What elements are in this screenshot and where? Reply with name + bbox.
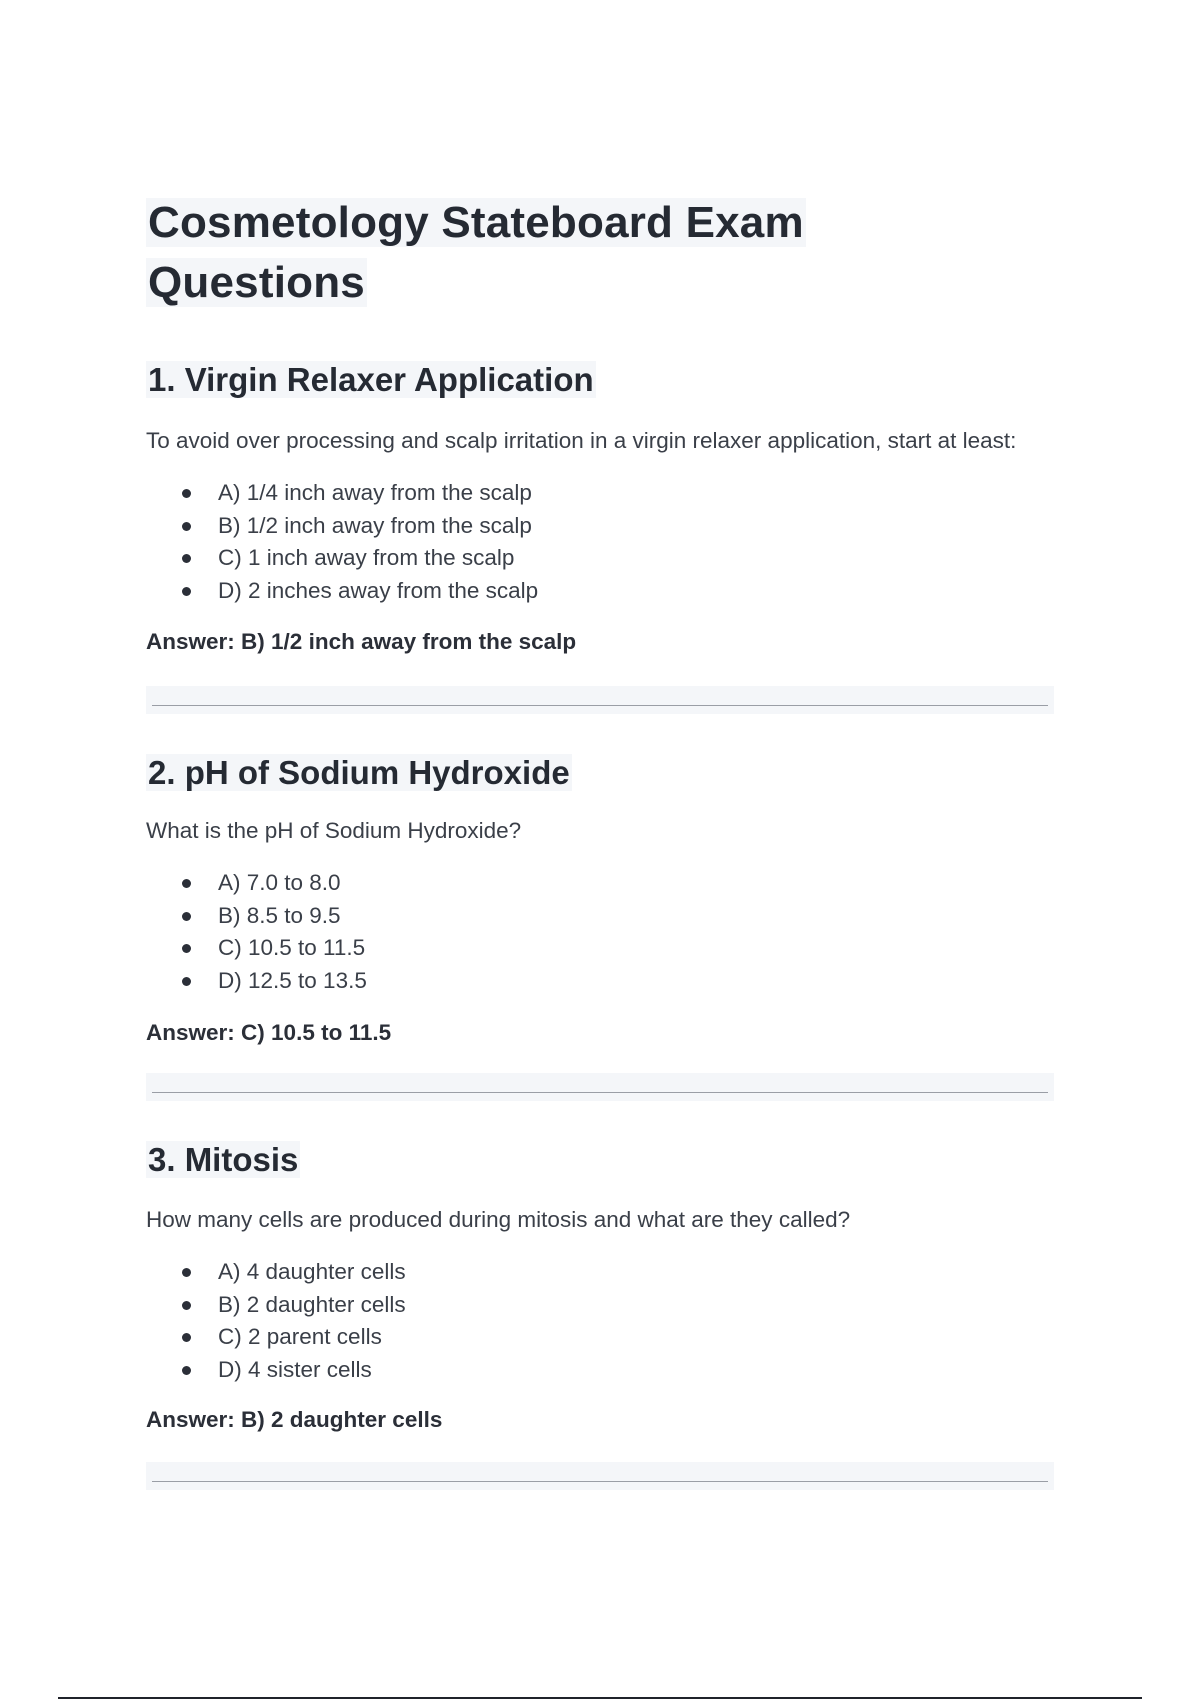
document-title — [146, 193, 1056, 313]
option-item: C) 2 parent cells — [182, 1321, 1056, 1354]
question-heading: 2. pH of Sodium Hydroxide — [148, 754, 570, 791]
option-item: A) 7.0 to 8.0 — [182, 867, 1056, 900]
section-divider — [146, 1073, 1054, 1101]
answer-label: Answer: — [146, 1407, 235, 1432]
question-2 — [146, 753, 1056, 1101]
answer-value: B) 1/2 inch away from the scalp — [241, 629, 577, 654]
question-text: To avoid over processing and scalp irritation in a virgin relaxer application, start at least: — [146, 428, 1017, 453]
answer-label: Answer: — [146, 1020, 235, 1045]
answer-label: Answer: — [146, 629, 235, 654]
question-text: How many cells are produced during mitosis and what are they called? — [146, 1207, 851, 1232]
question-heading: 1. Virgin Relaxer Application — [148, 361, 594, 398]
bullet-icon — [182, 1301, 191, 1310]
bullet-icon — [182, 1333, 191, 1342]
option-item: B) 2 daughter cells — [182, 1289, 1056, 1322]
document-title-line1: Cosmetology Stateboard Exam — [148, 198, 804, 247]
bullet-icon — [182, 489, 191, 498]
bullet-icon — [182, 977, 191, 986]
option-list — [146, 867, 1056, 997]
bullet-icon — [182, 587, 191, 596]
option-item: B) 1/2 inch away from the scalp — [182, 510, 1056, 543]
section-divider — [146, 686, 1054, 714]
page-bottom-rule — [58, 1697, 1142, 1699]
question-text: What is the pH of Sodium Hydroxide? — [146, 818, 522, 843]
bullet-icon — [182, 522, 191, 531]
option-item: C) 1 inch away from the scalp — [182, 542, 1056, 575]
bullet-icon — [182, 912, 191, 921]
option-list — [146, 1256, 1056, 1386]
bullet-icon — [182, 1268, 191, 1277]
option-item: A) 1/4 inch away from the scalp — [182, 477, 1056, 510]
question-heading: 3. Mitosis — [148, 1141, 299, 1178]
option-item: B) 8.5 to 9.5 — [182, 900, 1056, 933]
answer-line — [146, 626, 1056, 658]
document-page — [146, 193, 1056, 1490]
bullet-icon — [182, 879, 191, 888]
option-item: A) 4 daughter cells — [182, 1256, 1056, 1289]
option-item: D) 4 sister cells — [182, 1354, 1056, 1387]
answer-line — [146, 1404, 1056, 1436]
bullet-icon — [182, 944, 191, 953]
bullet-icon — [182, 554, 191, 563]
question-3 — [146, 1140, 1056, 1490]
option-list — [146, 477, 1056, 607]
document-title-line2: Questions — [148, 258, 365, 307]
answer-value: C) 10.5 to 11.5 — [241, 1020, 392, 1045]
answer-line — [146, 1017, 1056, 1049]
bullet-icon — [182, 1366, 191, 1375]
option-item: C) 10.5 to 11.5 — [182, 932, 1056, 965]
question-1 — [146, 360, 1056, 714]
option-item: D) 12.5 to 13.5 — [182, 965, 1056, 998]
section-divider — [146, 1462, 1054, 1490]
answer-value: B) 2 daughter cells — [241, 1407, 443, 1432]
option-item: D) 2 inches away from the scalp — [182, 575, 1056, 608]
